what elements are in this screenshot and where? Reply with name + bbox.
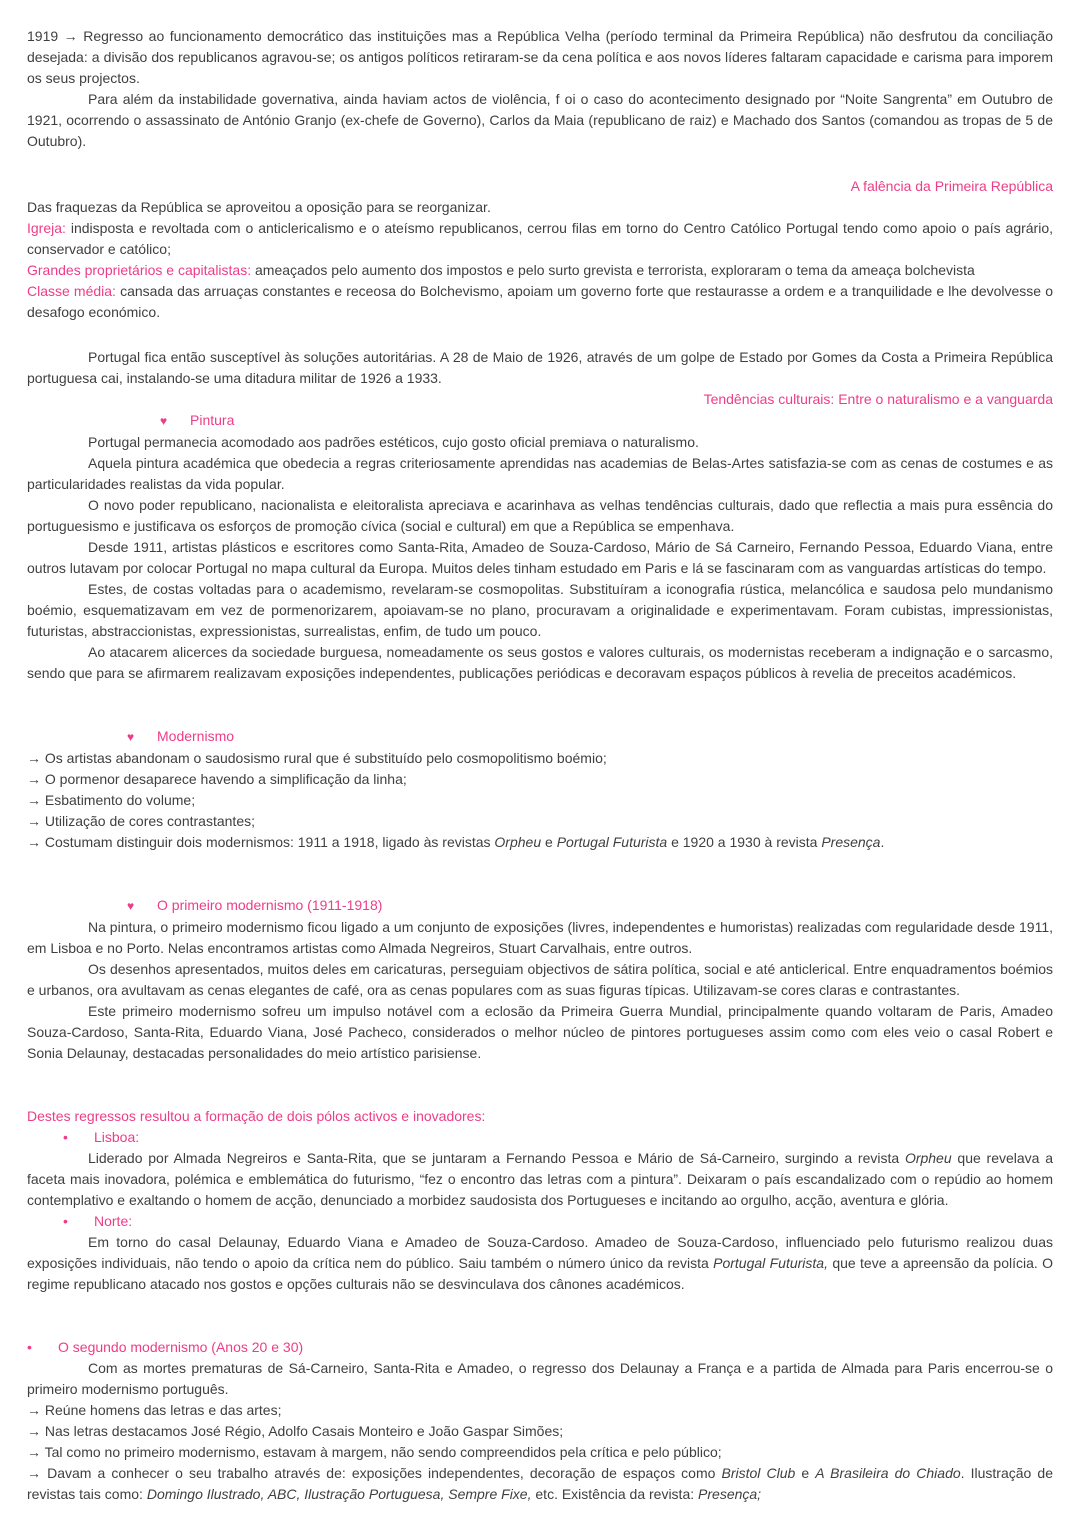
heart-icon: ♥: [127, 899, 135, 913]
bullet-segundo-modernismo: [27, 1337, 1053, 1358]
paragraph-pintura-6: Ao atacarem alicerces da sociedade burguesa, nomeadamente os seus gostos e valores culturais, os modernistas receberam a indignação e o sarcasmo, sendo que para se afirmarem realizavam exposições independentes, publicações periódicas e decoravam espaços públicos à revelia de preceitos académicos.: [27, 644, 1053, 681]
paragraph-regresso-1919: 1919 → Regresso ao funcionamento democrático das instituições mas a República Velha (período terminal da Primeira República) não desfrutou da conciliação desejada: a divisão dos republicanos agravou-se; os antigos políticos retiraram-se da cena política e aos novos líderes faltaram capacidade e carisma para imporem os seus projectos.: [27, 28, 1053, 86]
section-label-primeiro-modernismo: O primeiro modernismo (1911-1918): [157, 897, 383, 913]
paragraph-primeiro-1: Na pintura, o primeiro modernismo ficou ligado a um conjunto de exposições (livres, independentes e humoristas) realizadas com regularidade desde 1911, em Lisboa e no Porto. Nelas encontramos artistas como Almada Negreiros, Stuart Carvalhais, entre outros.: [27, 919, 1053, 956]
term-proprietarios-text: ameaçados pelo aumento dos impostos e pelo surto grevista e terrorista, exploraram o tema da ameaça bolchevista: [251, 262, 975, 278]
term-classe-media-text: cansada das arruaças constantes e receosa do Bolchevismo, apoiam um governo forte que restaurasse a ordem e a tranquilidade e lhe devolvesse o desafogo económico.: [27, 283, 1054, 320]
text-segment: que revelava a faceta mais inovadora, polémica e emblemática do futurismo, “fez o encontro das letras com a pintura”. Deixaram o país escandalizado com o repúdio ao homem contemplativo e exaltando o homem de acção, denunciado a morbidez saudosista dos Portugueses e incitando ao orgulho, acção, aventura e glória.: [27, 1150, 1053, 1208]
paragraph-proprietarios: [27, 260, 1053, 281]
venue-title-bristol-club: Bristol Club: [721, 1465, 796, 1481]
magazine-title-presenca: Presença;: [698, 1486, 762, 1502]
list-item-modernismo-1: → Os artistas abandonam o saudosismo rural que é substituído pelo cosmopolitismo boémio;: [27, 750, 607, 766]
list-item-modernismo-4: → Utilização de cores contrastantes;: [27, 813, 255, 829]
magazine-titles-list: Domingo Ilustrado, ABC, Ilustração Portuguesa, Sempre Fixe,: [146, 1486, 532, 1502]
bullet-norte: [27, 1211, 1053, 1232]
heart-icon: ♥: [160, 414, 168, 428]
section-bullet-pintura: [27, 410, 1053, 432]
bullet-label-segundo-modernismo: O segundo modernismo (Anos 20 e 30): [58, 1339, 304, 1355]
bullet-dot-icon: •: [63, 1213, 68, 1229]
magazine-title-presenca: Presença: [821, 834, 881, 850]
lead-polos-activos: Destes regressos resultou a formação de dois pólos activos e inovadores:: [27, 1108, 486, 1124]
term-classe-media: Classe média:: [27, 283, 116, 299]
paragraph-norte: [27, 1232, 1053, 1295]
list-item-segundo-3: → Tal como no primeiro modernismo, estavam à margem, não sendo compreendidos pela crítica e pelo público;: [27, 1444, 722, 1460]
paragraph-noite-sangrenta: Para além da instabilidade governativa, ainda haviam actos de violência, f oi o caso do acontecimento designado por “Noite Sangrenta” em Outubro de 1921, ocorrendo o assassinato de António Granjo (ex-chefe de Governo), Carlos da Maia (republicano de raiz) e Machado dos Santos (comandou as tropas de 5 de Outubro).: [27, 91, 1053, 149]
text-segment: e: [541, 834, 557, 850]
magazine-title-orpheu: Orpheu: [494, 834, 542, 850]
heading-falencia-primeira-republica: A falência da Primeira República: [850, 178, 1053, 194]
list-item-modernismo-5: [27, 832, 1053, 853]
bullet-label-lisboa: Lisboa:: [94, 1129, 140, 1145]
bullet-lisboa: [27, 1127, 1053, 1148]
text-segment: . Ilustração de revistas tais como:: [27, 1465, 1053, 1502]
magazine-title-portugal-futurista: Portugal Futurista: [556, 834, 668, 850]
paragraph-primeiro-2: Os desenhos apresentados, muitos deles em caricaturas, perseguiam objectivos de sátira política, social e até anticlerical. Entre enquadramentos boémios e urbanos, ora avultavam as cenas elegantes de café, ora as cenas populares com as suas figuras típicas. Utilizavam-se cores claras e contrastantes.: [27, 961, 1053, 998]
section-label-modernismo: Modernismo: [157, 728, 235, 744]
paragraph-pintura-4: Desde 1911, artistas plásticos e escritores como Santa-Rita, Amadeo de Souza-Cardoso, Mário de Sá Carneiro, Fernando Pessoa, Eduardo Viana, entre outros lutavam por colocar Portugal no mapa cultural da Europa. Muitos deles tinham estudado em Paris e lá se fascinaram com as vanguardas artísticas do tempo.: [27, 539, 1053, 576]
paragraph-pintura-3: O novo poder republicano, nacionalista e eleitoralista apreciava e acarinhava as velhas tendências culturais, dado que reflectia a mais pura essência do portuguesismo e justificava os esforços de promoção cívica (social e cultural) em que a República se empenhava.: [27, 497, 1053, 534]
term-igreja: Igreja:: [27, 220, 66, 236]
text-segment: etc. Existência da revista:: [531, 1486, 699, 1502]
term-igreja-text: indisposta e revoltada com o anticlericalismo e o ateísmo republicanos, cerrou filas em torno do Centro Católico Portugal tendo como apoio o país agrário, conservador e católico;: [27, 220, 1053, 257]
text-segment: e: [795, 1465, 816, 1481]
paragraph-fraquezas: Das fraquezas da República se aproveitou a oposição para se reorganizar.: [27, 199, 491, 215]
text-segment: .: [880, 834, 885, 850]
list-item-segundo-2: → Nas letras destacamos José Régio, Adolfo Casais Monteiro e João Gaspar Simões;: [27, 1423, 564, 1439]
paragraph-pintura-1: Portugal permanecia acomodado aos padrões estéticos, cujo gosto oficial premiava o naturalismo.: [88, 434, 699, 450]
list-item-modernismo-2: → O pormenor desaparece havendo a simplificação da linha;: [27, 771, 407, 787]
heart-icon: ♥: [127, 730, 135, 744]
text-segment: Liderado por Almada Negreiros e Santa-Rita, que se juntaram a Fernando Pessoa e Mário de Sá-Carneiro, surgindo a revista: [88, 1150, 905, 1166]
list-item-segundo-1: → Reúne homens das letras e das artes;: [27, 1402, 282, 1418]
paragraph-primeiro-3: Este primeiro modernismo sofreu um impulso notável com a eclosão da Primeira Guerra Mundial, principalmente quando voltaram de Paris, Amadeo Souza-Cardoso, Santa-Rita, Eduardo Viana, José Pacheco, considerados o melhor núcleo de pintores portugueses assim como com eles veio o casal Robert e Sonia Delaunay, destacadas personalidades do meio artístico parisiense.: [27, 1003, 1053, 1061]
text-segment: → Costumam distinguir dois modernismos: 1911 a 1918, ligado às revistas: [27, 834, 495, 850]
heading-tendencias-culturais: Tendências culturais: Entre o naturalismo e a vanguarda: [703, 391, 1053, 407]
section-bullet-modernismo: [27, 726, 1053, 748]
text-segment: que teve a apreensão da polícia. O regime republicano atacado nos gostos e opções culturais não se desvinculava dos cânones académicos.: [27, 1255, 1053, 1292]
paragraph-igreja: [27, 218, 1053, 260]
paragraph-golpe-1926: Portugal fica então susceptível às soluções autoritárias. A 28 de Maio de 1926, através de um golpe de Estado por Gomes da Costa a Primeira República portuguesa cai, instalando-se uma ditadura militar de 1926 a 1933.: [27, 349, 1053, 386]
section-bullet-primeiro-modernismo: [27, 895, 1053, 917]
paragraph-lisboa: [27, 1148, 1053, 1211]
list-item-segundo-4: [27, 1463, 1053, 1505]
bullet-dot-icon: •: [63, 1129, 68, 1145]
magazine-title-orpheu: Orpheu: [904, 1150, 952, 1166]
term-proprietarios: Grandes proprietários e capitalistas:: [27, 262, 252, 278]
list-item-modernismo-3: → Esbatimento do volume;: [27, 792, 196, 808]
bullet-label-norte: Norte:: [94, 1213, 133, 1229]
paragraph-pintura-2: Aquela pintura académica que obedecia a regras criteriosamente aprendidas nas academias de Belas-Artes satisfazia-se com as cenas de costumes e as particularidades realistas da vida popular.: [27, 455, 1053, 492]
venue-title-brasileira-chiado: A Brasileira do Chiado: [815, 1465, 961, 1481]
paragraph-classe-media: [27, 281, 1053, 323]
bullet-dot-icon: •: [27, 1339, 32, 1355]
magazine-title-portugal-futurista: Portugal Futurista,: [713, 1255, 828, 1271]
text-segment: → Davam a conhecer o seu trabalho através de: exposições independentes, decoração de espaços como: [27, 1465, 722, 1481]
paragraph-segundo-1: Com as mortes prematuras de Sá-Carneiro, Santa-Rita e Amadeo, o regresso dos Delaunay a França e a partida de Almada para Paris encerrou-se o primeiro modernismo português.: [27, 1360, 1053, 1397]
text-segment: Em torno do casal Delaunay, Eduardo Viana e Amadeo de Souza-Cardoso. Amadeo de Souza-Cardoso, influenciado pelo futurismo realizou duas exposições individuais, não tendo o apoio da crítica nem do público. Saiu também o número único da revista: [27, 1234, 1053, 1271]
section-label-pintura: Pintura: [190, 412, 235, 428]
paragraph-pintura-5: Estes, de costas voltadas para o academismo, revelaram-se cosmopolitas. Substituíram a iconografia rústica, melancólica e saudosa pelo mundanismo boémio, esquematizavam em vez de pormenorizarem, apoiavam-se no plano, procuravam a originalidade e experimentavam. Foram cubistas, impressionistas, futuristas, abstraccionistas, expressionistas, surrealistas, enfim, de tudo um pouco.: [27, 581, 1053, 639]
text-segment: e 1920 a 1930 à revista: [667, 834, 822, 850]
